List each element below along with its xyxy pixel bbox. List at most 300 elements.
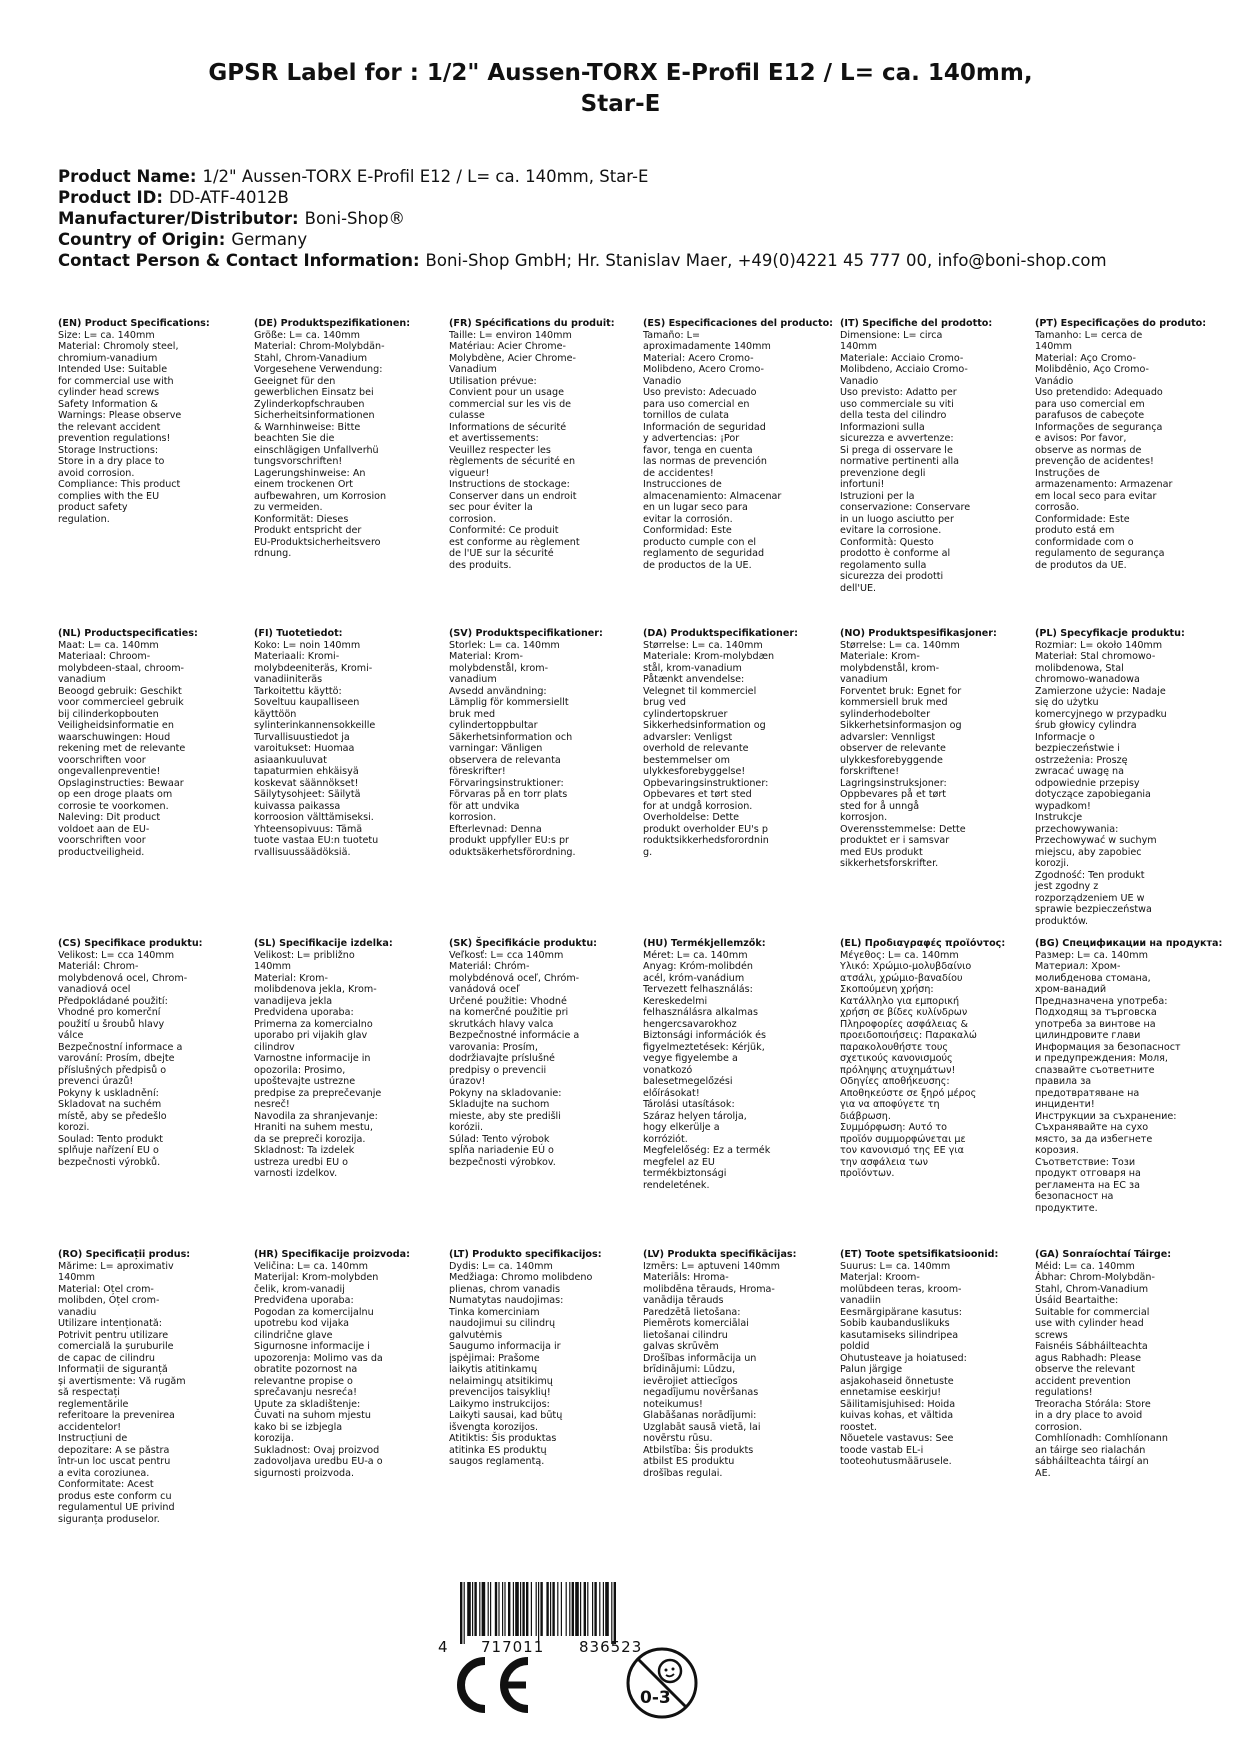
spec-line: śrub głowicy cylindra [1035,720,1137,731]
spec-line: Méret: L= ca. 140mm [643,949,748,961]
spec-line: odpowiednie przepisy [1035,777,1140,789]
spec-line: oduktsäkerhetsförordning. [449,846,576,858]
spec-line: Påtænkt anvendelse: [643,674,745,685]
spec-line: Warnings: Please observe [58,410,182,421]
spec-line: Piemērots komerciālai [643,1318,749,1329]
spec-line: laikytis atitinkamų [449,1364,538,1375]
spec-line: med EUs produkt [840,846,923,858]
spec-line: vanādija tērauds [643,1295,724,1306]
spec-line: προϊόν συμμορφώνεται με [840,1133,966,1145]
spec-line: corrosion. [449,513,497,525]
spec-line: Palun järgige [840,1364,903,1375]
spec-line: regulamento de segurança [1035,548,1165,559]
spec-line: Efterlevnad: Denna [449,823,542,835]
spec-line: Σκοπούμενη χρήση: [840,984,934,995]
spec-line: Predvidena uporaba: [254,1007,354,1018]
spec-line: novērstu rūsu. [643,1433,713,1444]
spec-line: Glabāšanas norādījumi: [643,1410,757,1421]
spec-line: Materiale: Krom- [840,651,920,662]
spec-line: dodržiavajte príslušné [449,1053,555,1064]
spec-line: Oppbevares på et tørt [840,789,947,800]
spec-line: Veiligheidsinformatie en [58,720,174,731]
spec-line: jest zgodny z [1035,881,1099,892]
spec-line: Veuillez respecter les [449,444,551,456]
spec-line: korrosion. [449,812,497,823]
spec-line: корозия. [1035,1145,1079,1156]
spec-line: Material: Chrom-Molybdän- [254,341,385,352]
spec-line: tapaturmien ehkäisyä [254,766,359,777]
spec-line: Säkerhetsinformation och [449,731,573,743]
spec-line: em local seco para evitar [1035,490,1157,502]
spec-line: de capac de cilindru [58,1352,155,1364]
spec-line: išvengta korozijos. [449,1421,539,1433]
spec-line: Größe: L= ca. 140mm [254,329,360,341]
spec-line: Drošības informācija un [643,1352,757,1364]
spec-line: relevantne propise o [254,1375,353,1387]
spec-line: się do użytku [1035,697,1099,708]
spec-line: varningar: Vänligen [449,743,543,754]
spec-line: Suitable for commercial [1035,1306,1150,1318]
spec-line: Maat: L= ca. 140mm [58,639,159,651]
spec-line: Size: L= ca. 140mm [58,329,155,341]
spec-line: korróziót. [643,1133,688,1145]
spec-section-heading: (FI) Tuotetiedot: [254,628,343,639]
spec-line: Materiāls: Hroma- [643,1272,729,1283]
spec-line: evitar la corrosión. [643,513,733,525]
spec-line: vanadium [840,674,888,685]
spec-line: Si prega di osservare le [840,444,953,456]
spec-line: bij cilinderkopbouten [58,708,159,720]
spec-section [643,318,834,571]
spec-section-heading: (SK) Špecifikácie produktu: [449,938,598,949]
spec-line: chromium-vanadium [58,352,158,364]
spec-line: Yhteensopivuus: Tämä [254,823,363,835]
spec-section-heading: (SV) Produktspecifikationer: [449,628,603,639]
spec-line: chromowo-wanadowa [1035,674,1140,685]
spec-line: Numatytas naudojimas: [449,1295,564,1306]
info-value: 1/2" Aussen-TORX E-Profil E12 / L= ca. 140mm, Star-E [202,167,649,186]
spec-section-heading: (FR) Spécifications du produit: [449,318,615,329]
spec-line: Ábhar: Chrom-Molybdän- [1035,1272,1155,1283]
spec-line: komercyjnego w przypadku [1035,708,1167,720]
spec-line: Información de seguridad [643,421,766,433]
spec-section [1035,1249,1205,1479]
spec-line: Materiaali: Kromi- [254,651,340,662]
spec-line: Forventet bruk: Egnet for [840,685,962,697]
spec-line: Potrivit pentru utilizare [58,1329,169,1341]
spec-line: ongevallenpreventie! [58,766,161,777]
spec-line: Nõuetele vastavus: See [840,1433,954,1444]
spec-line: produkt uppfyller EU:s pr [449,835,570,846]
spec-line: Material: Krom- [254,972,328,984]
spec-line: nelaimingų atsitikimų [449,1375,553,1387]
spec-line: Tamanho: L= cerca de [1035,329,1143,341]
spec-line: Navodila za shranjevanje: [254,1110,378,1122]
spec-line: Konformität: Dieses [254,513,349,525]
spec-line: hogy elkerülje a [643,1122,720,1133]
spec-line: prevenzione degli [840,467,926,479]
spec-line: Material: Chromoly steel, [58,341,179,352]
spec-line: comercială la șuruburile [58,1341,174,1352]
spec-line: balesetmegelőzési [643,1076,733,1087]
spec-line: para uso comercial en [643,398,750,410]
spec-line: Skladovat na suchém [58,1099,162,1110]
spec-line: Materiał: Stal chromowo- [1035,651,1156,662]
spec-line: wypadkom! [1035,800,1091,812]
spec-line: Tárolási utasítások: [643,1099,735,1110]
spec-line: Sikkerhedsinformation og [643,720,766,731]
spec-line: Rozmiar: L= około 140mm [1035,639,1163,651]
spec-line: et avertissements: [449,433,539,444]
spec-line: цилиндровите глави [1035,1030,1141,1041]
spec-line: Lagerungshinweise: An [254,467,366,479]
spec-line: Utilisation prévue: [449,375,537,387]
spec-line: kako bi se izbjegla [254,1421,343,1433]
spec-line: Molibdênio, Aço Cromo- [1035,364,1150,375]
spec-section [643,628,813,858]
spec-line: Produkt entspricht der [254,525,362,536]
spec-line: bezpečnosti výrobkov. [449,1156,556,1168]
spec-line: commercial sur les vis de [449,398,572,410]
spec-line: screws [1035,1329,1068,1341]
spec-line: sec pour éviter la [449,502,533,513]
spec-line: saugos reglamentą. [449,1456,545,1467]
spec-line: sprečavanju nesreća! [254,1387,357,1398]
spec-line: mieste, aby ste predišli [449,1110,561,1122]
spec-line: splňuje nařízení EU o [58,1145,159,1156]
spec-line: Faisnéis Sábháilteachta [1035,1341,1148,1352]
spec-line: reglamento de seguridad [643,548,765,559]
spec-line: előírásokat! [643,1087,700,1099]
spec-line: Suurus: L= ca. 140mm [840,1260,951,1272]
spec-section-heading: (ET) Toote spetsifikatsioonid: [840,1249,999,1260]
spec-line: Anyag: Króm-molibdén [643,961,753,972]
spec-line: Turvallisuustiedot ja [254,731,350,743]
spec-section-heading: (RO) Specificații produs: [58,1249,191,1260]
spec-line: cilindrov [254,1041,295,1053]
spec-line: Matériau: Acier Chrome- [449,341,566,352]
ce-mark-icon [452,1655,532,1715]
spec-line: advarsler: Venligst [643,731,733,743]
spec-line: Vhodné pro komerční [58,1007,161,1018]
spec-line: molybdeeniteräs, Kromi- [254,662,373,674]
spec-line: for at undgå korrosion. [643,800,753,812]
spec-line: προειδοποιήσεις: Παρακαλώ [840,1030,977,1041]
spec-line: Hraniti na suhem mestu, [254,1122,373,1133]
spec-line: conformidade com o [1035,536,1134,548]
spec-line: Μέγεθος: L= ca. 140mm [840,949,959,961]
spec-line: korozji. [1035,858,1070,869]
spec-line: rvallisuussäädöksiä. [254,846,351,858]
spec-line: roostet. [840,1421,877,1433]
spec-line: predpisy o prevencii [449,1064,547,1076]
spec-line: de produtos da UE. [1035,559,1127,571]
spec-line: armazenamento: Armazenar [1035,479,1173,490]
spec-line: įspėjimai: Prašome [449,1352,540,1364]
spec-line: 140mm [254,961,292,972]
spec-line: overhold de relevante [643,743,749,754]
spec-line: tooteohutusmäärusele. [840,1456,952,1467]
spec-line: Zamierzone użycie: Nadaje [1035,685,1166,697]
spec-line: noteikumus! [643,1398,703,1410]
spec-line: de productos de la UE. [643,559,752,571]
country-row [58,229,1208,250]
info-value: DD-ATF-4012B [168,188,289,207]
spec-line: sikkerhetsforskrifter. [840,858,939,869]
spec-line: Material: Oțel crom- [58,1283,154,1295]
spec-line: vanadiová ocel [58,984,131,995]
product-name-row [58,166,1208,187]
spec-line: molybdenstål, krom- [840,662,940,674]
spec-line: korozi. [58,1122,90,1133]
spec-line: Material: Acero Cromo- [643,352,754,364]
spec-line: regulation. [58,513,110,525]
spec-line: molybdénová oceľ, Chróm- [449,972,580,984]
spec-line: spĺňa nariadenie EÚ o [449,1145,554,1156]
spec-line: Comhlíonadh: Comhlíonann [1035,1433,1168,1444]
spec-line: Zgodność: Ten produkt [1035,869,1145,881]
spec-line: obratite pozornost na [254,1364,358,1375]
spec-line: Materiale: Acciaio Cromo- [840,352,964,364]
spec-line: Sigurnosne informacije i [254,1341,370,1352]
spec-line: χρήση σε βίδες κυλίνδρων [840,1007,968,1018]
spec-line: reglementările [58,1398,129,1410]
spec-line: Intended Use: Suitable [58,364,168,375]
spec-line: Medžiaga: Chromo molibdeno [449,1272,593,1283]
spec-line: varoitukset: Huomaa [254,743,355,754]
spec-line: sylinderhodebolter [840,708,931,720]
spec-line: korózii. [449,1122,484,1133]
spec-line: úrazov! [449,1076,486,1087]
spec-line: Informazioni sulla [840,421,925,433]
spec-line: règlements de sécurité en [449,456,576,467]
spec-line: Материал: Хром- [1035,961,1121,972]
spec-line: regolamento sulla [840,559,927,571]
spec-line: Conformità: Questo [840,536,934,548]
spec-section [840,1249,1010,1468]
spec-line: kuivassa paikassa [254,800,341,812]
spec-line: válce [58,1030,84,1041]
spec-line: Skladnost: Ta izdelek [254,1145,355,1156]
spec-line: bezpečnosti výrobků. [58,1156,161,1168]
spec-line: zadovoljava uredbu EU-a o [254,1456,383,1467]
spec-line: zu vermeiden. [254,502,323,513]
spec-line: Izmērs: L= aptuveni 140mm [643,1260,780,1272]
spec-line: Vorgesehene Verwendung: [254,364,383,375]
spec-line: evitare la corrosione. [840,525,942,536]
spec-line: vigueur! [449,467,490,479]
spec-line: vegye figyelembe a [643,1053,738,1064]
spec-line: einem trockenen Ort [254,479,354,490]
spec-line: Utilizare intenționată: [58,1318,162,1329]
spec-line: rozporządzeniem UE w [1035,892,1145,904]
spec-line: Πληροφορίες ασφάλειας & [840,1018,968,1030]
spec-line: forskriftene! [840,766,900,777]
spec-line: bestemmelser om [643,754,731,766]
spec-line: corrosion. [1035,1421,1083,1433]
spec-line: a evita coroziunea. [58,1467,150,1479]
spec-line: molibdenowa, Stal [1035,662,1124,674]
spec-line: Veličina: L= ca. 140mm [254,1260,368,1272]
spec-line: Méid: L= ca. 140mm [1035,1260,1135,1272]
spec-section [58,1249,228,1525]
spec-line: Informations de sécurité [449,421,567,433]
spec-line: almacenamiento: Almacenar [643,490,782,502]
spec-line: Opslaginstructies: Bewaar [58,777,184,789]
spec-line: galvutėmis [449,1329,503,1341]
spec-line: avoid corrosion. [58,467,135,479]
spec-line: Materiál: Chrom- [58,961,139,972]
spec-line: megfelel az EU [643,1156,715,1168]
spec-line: toode vastab EL-i [840,1444,924,1456]
spec-line: την ασφάλεια των [840,1156,928,1168]
spec-line: para uso comercial em [1035,398,1145,410]
spec-line: galvas skrūvēm [643,1341,719,1352]
page-title [100,58,1141,120]
spec-line: för att undvika [449,800,520,812]
spec-line: Soulad: Tento produkt [58,1133,164,1145]
spec-line: Tinka komerciniam [449,1306,540,1318]
spec-line: käyttöön [254,708,297,720]
spec-line: Naleving: Dit product [58,812,161,823]
spec-line: asjakohaseid õnnetuste [840,1375,954,1387]
spec-line: accidentelor! [58,1421,122,1433]
spec-line: Vanádio [1035,375,1074,387]
spec-line: negadījumu novēršanas [643,1387,759,1398]
spec-line: las normas de prevención [643,456,767,467]
spec-line: rdnung. [254,548,292,559]
spec-line: culasse [449,410,485,421]
spec-line: vanadiu [58,1306,97,1318]
spec-line: Varnostne informacije in [254,1053,371,1064]
spec-line: EU-Produktsicherheitsvero [254,536,381,548]
spec-line: Informații de siguranță [58,1364,168,1375]
spec-line: διάβρωση. [840,1110,891,1122]
spec-line: tuote vastaa EU:n tuotetu [254,835,379,846]
spec-line: parafusos de cabeçote [1035,410,1145,421]
spec-line: Soveltuu kaupalliseen [254,697,360,708]
spec-line: ennetamise eeskirju! [840,1387,942,1398]
spec-line: uporabo pri vijakih glav [254,1030,368,1041]
spec-line: sicurezza dei prodotti [840,571,944,582]
spec-line: product safety [58,502,128,513]
spec-line: Material: Aço Cromo- [1035,352,1137,364]
spec-line: varnosti izdelkov. [254,1168,338,1179]
spec-line: Υλικό: Χρώμιο-μολυβδαίνιο [840,961,972,972]
spec-line: drošības regulai. [643,1467,723,1479]
spec-line: într-un loc uscat pentru [58,1456,171,1467]
spec-line: Κατάλληλο για εμπορική [840,995,960,1007]
spec-line: kasutamiseks silindripea [840,1329,959,1341]
spec-line: Lämplig för kommersiellt [449,697,569,708]
info-label: Country of Origin: [58,230,226,249]
spec-line: e avisos: Por favor, [1035,433,1127,444]
spec-line: Sikkerhetsinformasjon og [840,720,962,731]
spec-line: Skladujte na suchom [449,1099,550,1110]
spec-line: corrosão. [1035,502,1080,513]
spec-line: kuivas kohas, et vältida [840,1410,954,1421]
spec-line: Størrelse: L= ca. 140mm [643,639,763,651]
spec-line: voorschriften voor [58,835,146,846]
spec-line: uso commerciale su viti [840,398,954,410]
spec-section [449,938,619,1168]
spec-section-heading: (HR) Specifikacije proizvoda: [254,1249,410,1260]
spec-line: πρόληψης ατυχημάτων! [840,1064,956,1076]
spec-line: Biztonsági információk és [643,1030,766,1041]
spec-line: Convient pour un usage [449,387,564,398]
spec-line: voorschriften voor [58,754,146,766]
spec-section-heading: (NL) Productspecificaties: [58,628,198,639]
spec-line: Súlad: Tento výrobok [449,1133,550,1145]
spec-line: Kereskedelmi [643,995,708,1007]
spec-line: Zylinderkopfschrauben [254,398,365,410]
spec-line: cilindrične glave [254,1329,333,1341]
spec-line: upoštevajte ustrezne [254,1076,356,1087]
spec-line: Koko: L= noin 140mm [254,639,361,651]
spec-line: sábháilteachta táirgí an [1035,1456,1149,1467]
spec-line: sigurnosti proizvoda. [254,1467,354,1479]
spec-line: Dydis: L= ca. 140mm [449,1260,553,1272]
spec-line: upotrebu kod vijaka [254,1318,350,1329]
spec-line: waarschuwingen: Houd [58,731,171,743]
spec-line: Tamaño: L= [643,329,700,341]
spec-line: use with cylinder head [1035,1318,1144,1329]
spec-line: Molibdeno, Acciaio Cromo- [840,364,968,375]
spec-line: Paredzētā lietošana: [643,1306,741,1318]
spec-line: an táirge seo rialachán [1035,1444,1146,1456]
spec-line: Száraz helyen tárolja, [643,1110,747,1122]
spec-line: voldoet aan de EU- [58,823,150,835]
spec-line: dell'UE. [840,582,877,594]
spec-line: y advertencias: ¡Por [643,433,740,444]
spec-line: dotyczące zapobiegania [1035,789,1151,800]
spec-line: спазвайте съответните [1035,1064,1155,1076]
spec-line: molibden, Oțel crom- [58,1295,160,1306]
spec-line: prevenci úrazů! [58,1076,134,1087]
spec-line: felhasználásra alkalmas [643,1007,759,1018]
spec-line: Materijal: Krom-molybden [254,1272,379,1283]
spec-line: Pogodan za komercijalnu [254,1306,374,1318]
spec-line: prevencijos taisyklių! [449,1387,551,1398]
spec-line: varovania: Prosím, [449,1041,538,1053]
spec-line: vonatkozó [643,1064,693,1076]
spec-line: produkt overholder EU's p [643,823,768,835]
spec-line: hengercsavarokhoz [643,1018,737,1030]
spec-line: ustreza uredbi EU o [254,1156,349,1168]
spec-section-heading: (LT) Produkto specifikacijos: [449,1249,602,1260]
spec-line: atbilst ES produktu [643,1456,735,1467]
spec-line: favor, tenga en cuenta [643,444,753,456]
spec-line: Compliance: This product [58,479,181,490]
spec-line: aproximadamente 140mm [643,341,771,352]
spec-line: siguranța produselor. [58,1513,160,1525]
spec-line: Úsáid Beartaithe: [1035,1295,1119,1306]
spec-line: Safety Information & [58,398,158,410]
spec-line: Overholdelse: Dette [643,812,740,823]
spec-line: Bezpečnostní informace a [58,1041,183,1053]
spec-line: употреба за винтове на [1035,1018,1156,1030]
spec-line: Säilitamisjuhised: Hoida [840,1398,956,1410]
spec-line: cylinder head screws [58,387,160,398]
spec-line: vanádová oceľ [449,984,520,995]
spec-line: molübdeen teras, kroom- [840,1283,962,1295]
not-for-children-0-3-icon [624,1645,704,1725]
spec-line: vanadiiniteräs [254,674,323,685]
spec-line: predpise za preprečevanje [254,1087,382,1099]
spec-line: Určené použitie: Vhodné [449,995,567,1007]
spec-line: korrosjon. [840,812,888,823]
spec-line: použití u šroubů hlavy [58,1018,165,1030]
